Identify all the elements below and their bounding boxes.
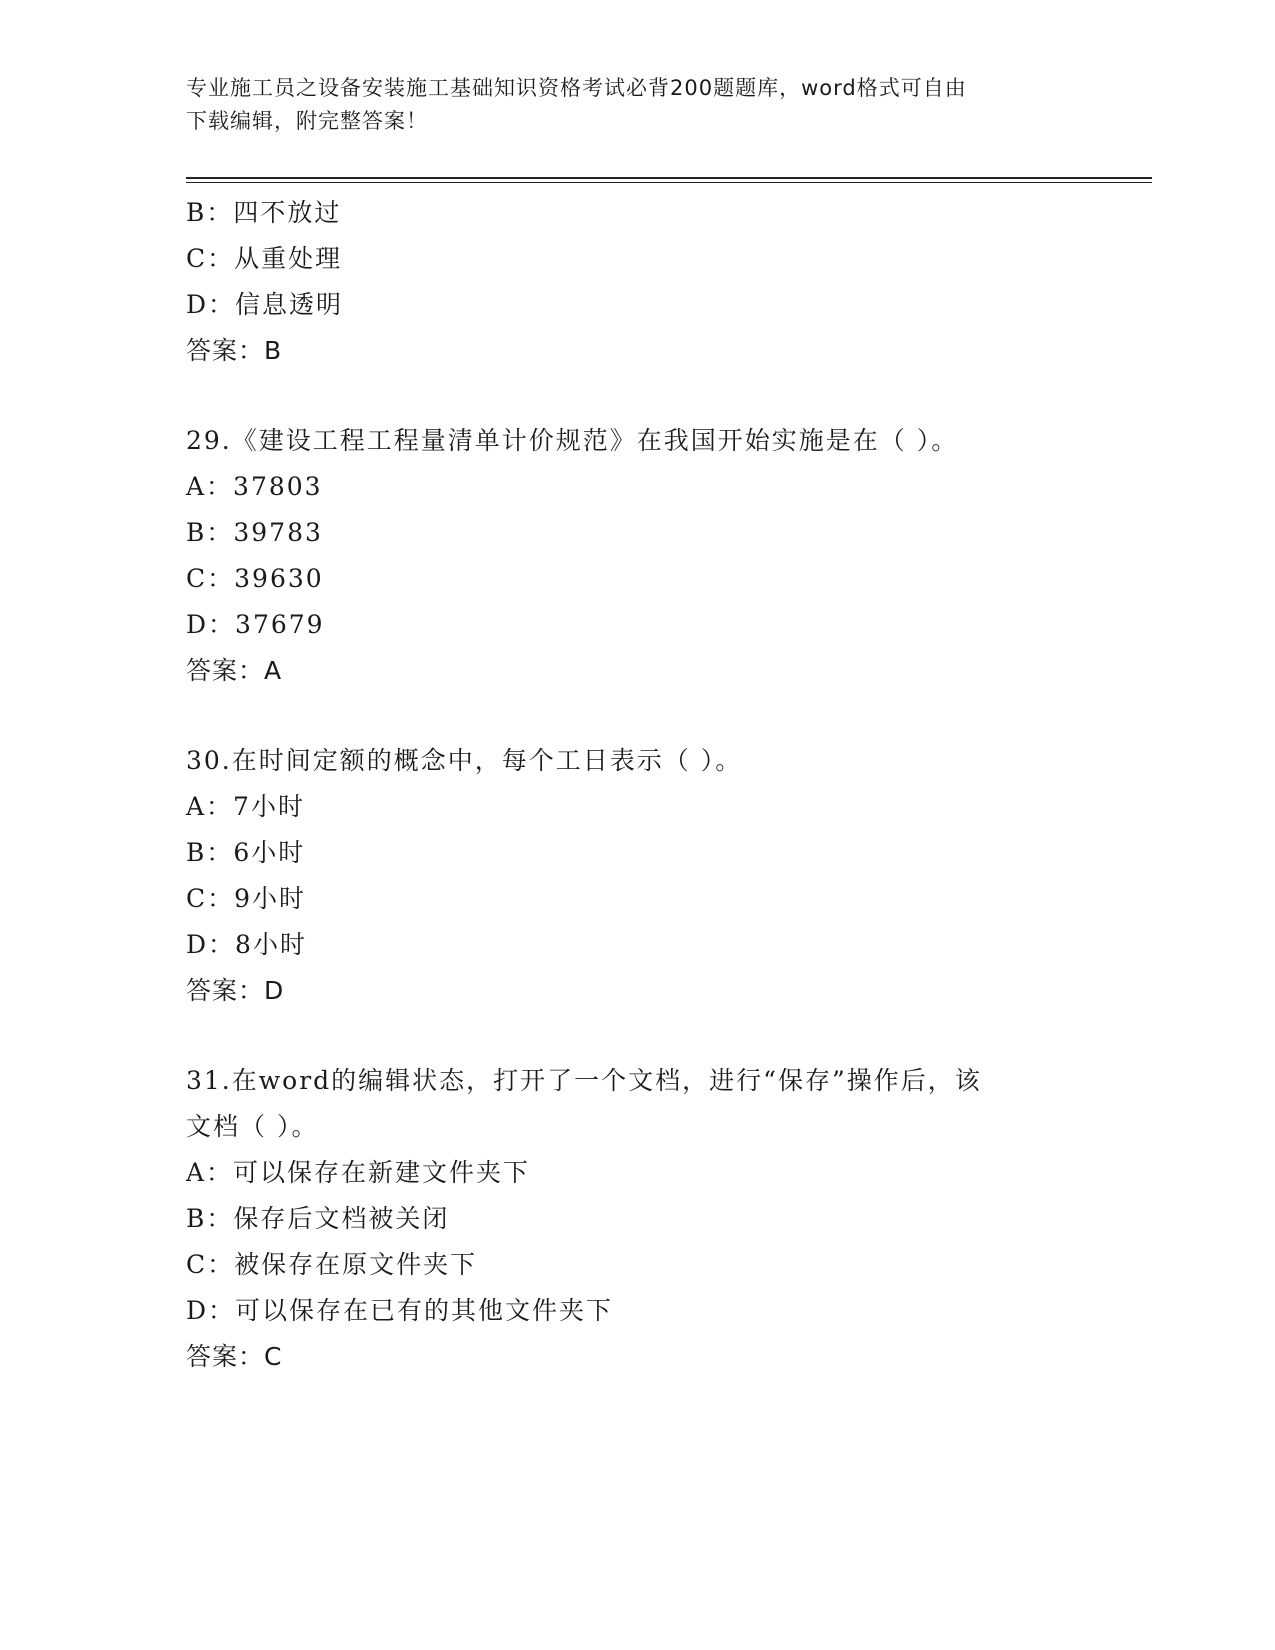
- option-b: B：39783: [186, 518, 323, 547]
- option-d: D：可以保存在已有的其他文件夹下: [186, 1296, 614, 1325]
- option-c: C：9小时: [186, 884, 307, 913]
- option-b: B：保存后文档被关闭: [186, 1204, 450, 1233]
- header-rule-thick: [186, 177, 1152, 179]
- answer-line: 答案：A: [186, 656, 283, 685]
- option-a: A：37803: [186, 472, 323, 501]
- option-c: C：39630: [186, 564, 324, 593]
- document-header: [186, 72, 1066, 138]
- question-list: [186, 190, 1086, 1380]
- option-c: C：被保存在原文件夹下: [186, 1250, 478, 1279]
- question-text: 30.在时间定额的概念中，每个工日表示（ ）。: [186, 746, 743, 775]
- answer-line: 答案：B: [186, 336, 283, 365]
- question-text: 29.《建设工程工程量清单计价规范》在我国开始实施是在（ ）。: [186, 426, 959, 455]
- option-b: B：四不放过: [186, 198, 342, 227]
- header-line-1: 专业施工员之设备安装施工基础知识资格考试必背200题题库，word格式可自由: [186, 76, 967, 100]
- spacer: [186, 694, 1086, 738]
- answer-line: 答案：C: [186, 1342, 283, 1371]
- option-a: A：7小时: [186, 792, 305, 821]
- option-d: D：信息透明: [186, 290, 344, 319]
- question-block-31: [186, 1058, 1086, 1380]
- header-line-2: 下载编辑，附完整答案！: [186, 109, 428, 133]
- spacer: [186, 1014, 1086, 1058]
- answer-line: 答案：D: [186, 976, 285, 1005]
- question-text-line-1: 31.在word的编辑状态，打开了一个文档，进行“保存”操作后，该: [186, 1066, 982, 1095]
- question-block-30: [186, 738, 1086, 1014]
- option-c: C：从重处理: [186, 244, 343, 273]
- question-block-29: [186, 418, 1086, 694]
- header-rule-thin: [186, 182, 1152, 183]
- question-block-carryover: [186, 190, 1086, 374]
- spacer: [186, 374, 1086, 418]
- question-text-line-2: 文档（ ）。: [186, 1112, 319, 1141]
- option-b: B：6小时: [186, 838, 306, 867]
- option-d: D：37679: [186, 610, 325, 639]
- option-d: D：8小时: [186, 930, 307, 959]
- option-a: A：可以保存在新建文件夹下: [186, 1158, 531, 1187]
